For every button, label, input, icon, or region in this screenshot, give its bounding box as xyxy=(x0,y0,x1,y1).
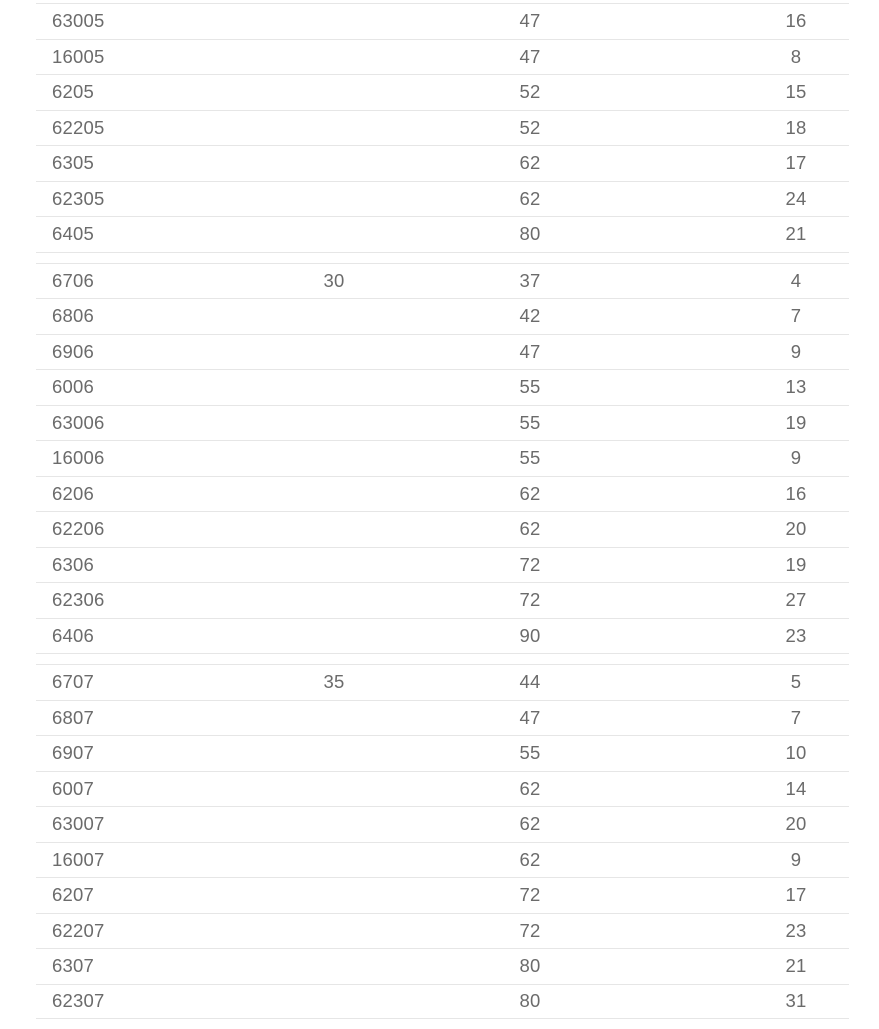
bearing-model-cell: 16006 xyxy=(52,447,105,468)
table-row: 16005 47 8 xyxy=(36,39,849,75)
table-row: 6806 42 7 xyxy=(36,298,849,334)
group-separator xyxy=(36,653,849,664)
bearing-model-cell: 62205 xyxy=(52,116,105,138)
bearing-model-cell: 62306 xyxy=(52,589,105,610)
bearing-model-cell: 6707 xyxy=(52,671,94,692)
bearing-model-cell: 6307 xyxy=(52,955,94,976)
table-row: 6007 62 14 xyxy=(36,771,849,807)
bearing-model-cell: 62307 xyxy=(52,990,105,1011)
bearing-model-cell: 6006 xyxy=(52,376,94,397)
table-row: 63006 55 19 xyxy=(36,405,849,441)
table-row: 6207 72 17 xyxy=(36,877,849,913)
table-row: 16006 55 9 xyxy=(36,440,849,476)
bearing-model-cell: 6906 xyxy=(52,340,94,362)
bearing-model-cell: 62305 xyxy=(52,187,105,209)
table-row: 62207 72 23 xyxy=(36,913,849,949)
bearing-model-cell: 6305 xyxy=(52,152,94,173)
table-row: 6405 80 21 xyxy=(36,216,849,252)
bearing-model-cell: 6007 xyxy=(52,777,94,799)
table-row: 63005 47 16 xyxy=(36,3,849,39)
bearing-model-cell: 6205 xyxy=(52,81,94,102)
table-row: 6305 62 17 xyxy=(36,145,849,181)
bearing-model-cell: 62207 xyxy=(52,919,105,941)
bearing-model-cell: 63007 xyxy=(52,813,105,834)
group-separator xyxy=(36,252,849,263)
table-row: 6205 52 15 xyxy=(36,74,849,110)
table-row: 62307 80 31 xyxy=(36,984,849,1020)
table-row: 6807 47 7 xyxy=(36,700,849,736)
bearing-model-cell: 6807 xyxy=(52,706,94,728)
bearing-dimensions-table xyxy=(36,3,849,1019)
bearing-model-cell: 6206 xyxy=(52,482,94,504)
table-row: 6906 47 9 xyxy=(36,334,849,370)
table-row: 6706 30 37 4 xyxy=(36,263,849,299)
bearing-model-cell: 63005 xyxy=(52,10,105,31)
bearing-model-cell: 6406 xyxy=(52,624,94,646)
bearing-model-cell: 6207 xyxy=(52,884,94,905)
table-row: 16007 62 9 xyxy=(36,842,849,878)
bearing-model-cell: 62206 xyxy=(52,518,105,539)
table-row: 6006 55 13 xyxy=(36,369,849,405)
bearing-model-cell: 16007 xyxy=(52,848,105,870)
table-row: 63007 62 20 xyxy=(36,806,849,842)
table-row: 6907 55 10 xyxy=(36,735,849,771)
table-row: 6406 90 23 xyxy=(36,618,849,654)
table-row: 6206 62 16 xyxy=(36,476,849,512)
table-row: 62205 52 18 xyxy=(36,110,849,146)
table-row: 62306 72 27 xyxy=(36,582,849,618)
table-row: 6307 80 21 xyxy=(36,948,849,984)
bearing-model-cell: 6907 xyxy=(52,742,94,763)
table-row: 62305 62 24 xyxy=(36,181,849,217)
bearing-model-cell: 6306 xyxy=(52,553,94,575)
table-row: 6707 35 44 5 xyxy=(36,664,849,700)
bearing-model-cell: 6706 xyxy=(52,269,94,291)
bearing-model-cell: 6806 xyxy=(52,305,94,326)
table-row: 62206 62 20 xyxy=(36,511,849,547)
table-row: 6306 72 19 xyxy=(36,547,849,583)
bearing-model-cell: 6405 xyxy=(52,223,94,244)
bearing-model-cell: 63006 xyxy=(52,411,105,433)
bearing-model-cell: 16005 xyxy=(52,45,105,67)
